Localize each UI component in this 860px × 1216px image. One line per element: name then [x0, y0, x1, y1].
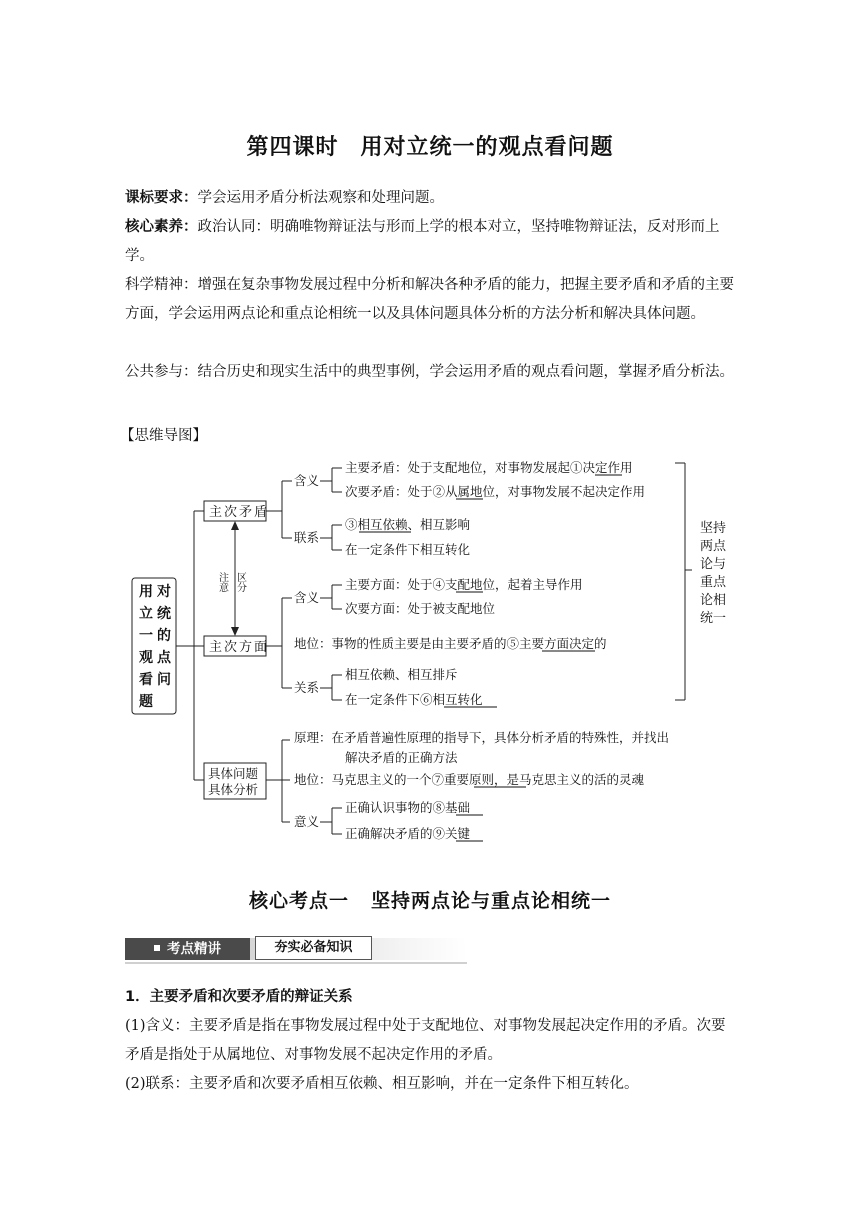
lesson-topic: 用对立统一的观点看问题: [360, 135, 614, 160]
right-label-line: 论与: [700, 557, 727, 572]
root-char: 的: [157, 628, 171, 644]
section-number: 核心考点一: [248, 890, 349, 912]
right-label-line: 重点: [700, 575, 727, 590]
root-char: 点: [157, 650, 171, 666]
node3-label-line1: 具体问题: [208, 766, 259, 781]
root-char: 看: [139, 672, 153, 688]
node1-label: 主次矛盾: [209, 505, 270, 520]
root-char: 对: [157, 584, 171, 600]
banner-tag: 夯实必备知识: [255, 936, 372, 960]
lesson-title: [0, 130, 860, 161]
root-char: 用: [139, 584, 153, 600]
n1-main-contradiction: 主要矛盾：处于支配地位，对事物发展起①决定作用: [345, 460, 633, 475]
lesson-number: 第四课时: [246, 135, 339, 160]
n2-relation-item1: 相互依赖、相互排斥: [345, 667, 458, 682]
right-summary-label: [700, 520, 727, 626]
right-label-line: 统一: [700, 611, 727, 626]
n2-secondary-aspect: 次要方面：处于被支配地位: [345, 601, 496, 616]
right-label-line: 坚持: [700, 521, 727, 536]
core-literacy-text: 政治认同：明确唯物辩证法与形而上学的根本对立，坚持唯物辩证法，反对形而上学。: [125, 219, 720, 264]
n2-position: 地位：事物的性质主要是由主要矛盾的⑤主要方面决定的: [294, 636, 607, 651]
banner-dark-label: [125, 938, 250, 960]
n3-significance-label: 意义: [294, 814, 320, 829]
right-label-line: 两点: [700, 539, 727, 554]
point1-connection: (2)联系：主要矛盾和次要矛盾相互依赖、相互影响，并在一定条件下相互转化。: [125, 1076, 639, 1092]
scientific-spirit: [125, 271, 737, 329]
root-char: 统: [157, 606, 171, 622]
curriculum-requirement-text: 学会运用矛盾分析法观察和处理问题。: [197, 190, 444, 206]
n2-relation-label: 关系: [294, 680, 320, 695]
n3-significance-item2: 正确解决矛盾的⑨关键: [345, 826, 471, 841]
scientific-spirit-text: 科学精神：增强在复杂事物发展过程中分析和解决各种矛盾的能力，把握主要矛盾和矛盾的主要方面，学会运用两点论和重点论相统一以及具体问题具体分析的方法分析和解决具体问题。: [125, 277, 734, 322]
relation-distinguish: 区分: [234, 572, 246, 592]
relation-attention: 注意: [216, 572, 228, 592]
n1-secondary-contradiction: 次要矛盾：处于②从属地位，对事物发展不起决定作用: [345, 484, 646, 499]
n1-connection-item1: ③相互依赖、相互影响: [345, 517, 471, 532]
mind-map: [0, 450, 860, 850]
n3-principle-line1: 原理：在矛盾普遍性原理的指导下，具体分析矛盾的特殊性，并找出: [294, 730, 670, 745]
root-char: 观: [139, 650, 153, 666]
n3-position: 地位：马克思主义的一个⑦重要原则，是马克思主义的活的灵魂: [294, 772, 645, 787]
curriculum-requirement: [125, 184, 737, 213]
node2-label: 主次方面: [209, 640, 270, 655]
key-point-banner: [125, 934, 467, 964]
root-char: 立: [139, 606, 153, 622]
section-title: [0, 886, 860, 913]
n3-significance-item1: 正确认识事物的⑧基础: [345, 800, 471, 815]
n1-connection-item2: 在一定条件下相互转化: [345, 542, 471, 557]
n3-principle-line2: 解决矛盾的正确方法: [345, 750, 458, 765]
n1-connection-label: 联系: [294, 530, 320, 545]
mindmap-label: 【思维导图】: [120, 428, 207, 444]
root-char: 题: [139, 694, 153, 710]
point1-heading: 1．主要矛盾和次要矛盾的辩证关系: [125, 989, 353, 1005]
n2-main-aspect: 主要方面：处于④支配地位，起着主导作用: [345, 577, 583, 592]
banner-dark-text: 考点精讲: [167, 941, 221, 957]
public-participation-text: 公共参与：结合历史和现实生活中的典型事例，学会运用矛盾的观点看问题，掌握矛盾分析法。: [125, 364, 734, 380]
core-literacy: [125, 213, 737, 271]
node3-label-line2: 具体分析: [208, 782, 259, 797]
curriculum-requirement-lead: 课标要求：: [125, 190, 198, 206]
right-label-line: 论相: [700, 593, 727, 608]
section-topic: 坚持两点论与重点论相统一: [371, 890, 612, 912]
point1-meaning: (1)含义：主要矛盾是指在事物发展过程中处于支配地位、对事物发展起决定作用的矛盾。次要矛盾是指处于从属地位、对事物发展不起决定作用的矛盾。: [125, 1018, 726, 1063]
n2-relation-item2: 在一定条件下⑥相互转化: [345, 692, 483, 707]
core-literacy-lead: 核心素养：: [125, 219, 198, 235]
public-participation: [125, 358, 737, 387]
n2-meaning-label: 含义: [294, 590, 320, 605]
banner-underline: [125, 962, 467, 964]
root-char: 一: [139, 628, 153, 644]
root-char: 问: [157, 672, 171, 688]
n1-meaning-label: 含义: [294, 473, 320, 488]
